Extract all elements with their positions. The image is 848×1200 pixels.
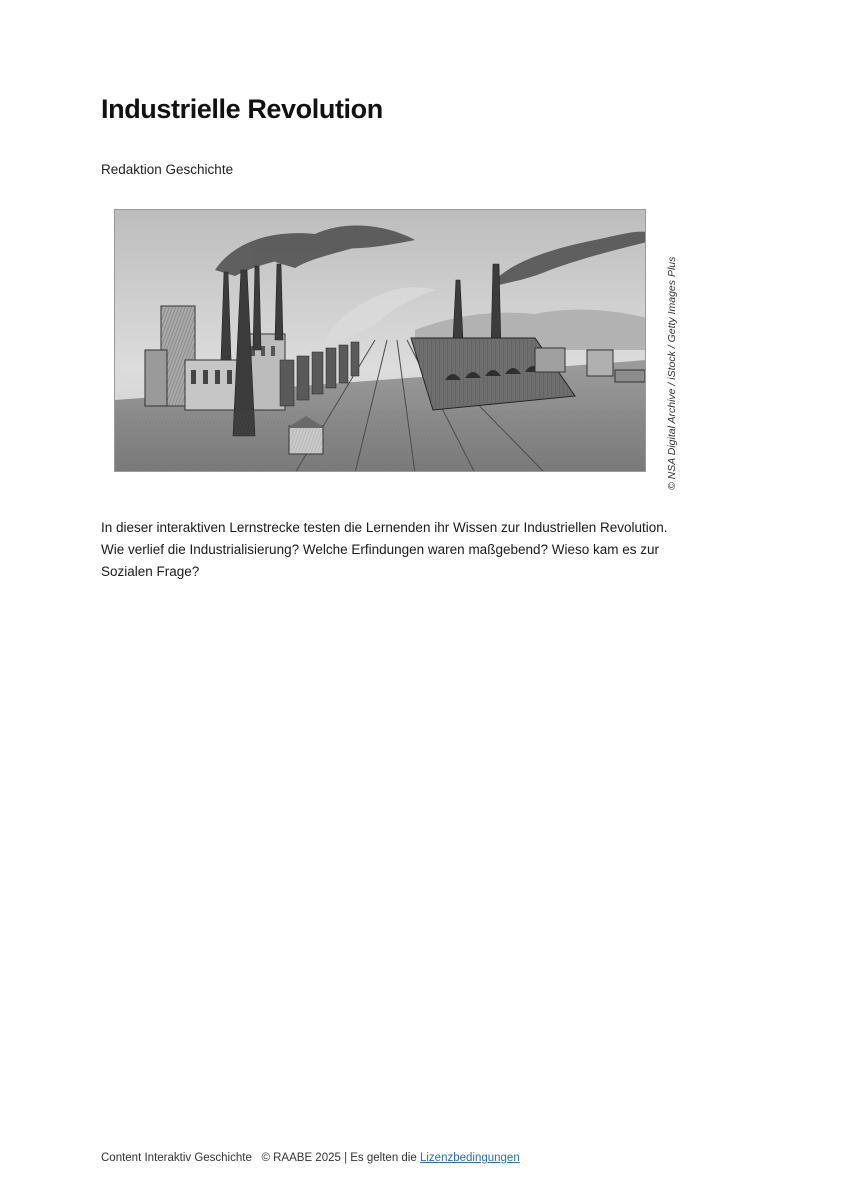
factory-engraving-image [114, 209, 646, 472]
page-footer [101, 1152, 520, 1164]
page-title: Industrielle Revolution [101, 94, 383, 124]
intro-paragraph: In dieser interaktiven Lernstrecke testen die Lernenden ihr Wissen zur Industriellen Revolution. Wie verlief die Industrialisierung? Welche Erfindungen waren maßgebend? Wieso kam es zur Sozialen Frage? [101, 520, 668, 579]
image-credit: © NSA Digital Archive / iStock / Getty Images Plus [666, 256, 678, 490]
license-link[interactable]: Lizenzbedingungen [419, 1152, 520, 1164]
footer-product: Content Interaktiv Geschichte [101, 1152, 252, 1164]
footer-copyright: © RAABE 2025 | Es gelten die [261, 1152, 417, 1164]
author-line: Redaktion Geschichte [101, 162, 234, 177]
